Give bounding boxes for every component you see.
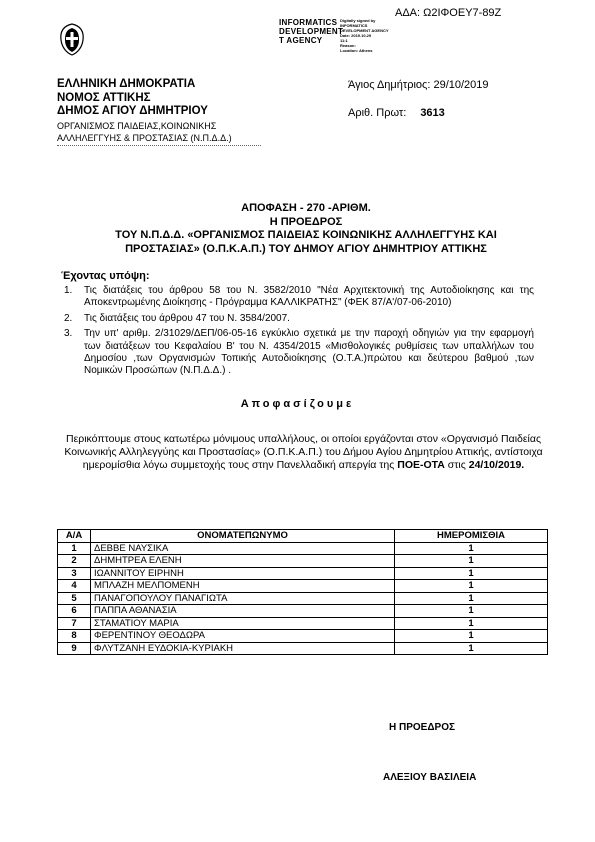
column-header-aa: Α/Α [58,530,91,543]
employees-table [57,529,548,655]
table-row: 5 ΠΑΝΑΓΟΠΟΥΛΟΥ ΠΑΝΑΓΙΩΤΑ 1 [58,592,548,605]
decision-title: ΑΠΟΦΑΣΗ - 270 -ΑΡΙΘΜ. Η ΠΡΟΕΔΡΟΣ ΤΟΥ Ν.Π.Δ.Δ. «ΟΡΓΑΝΙΣΜΟΣ ΠΑΙΔΕΙΑΣ ΚΟΙΝΩΝΙΚΗΣ ΑΛΛΗΛΕΓΓΥΗΣ ΚΑΙ ΠΡΟΣΤΑΣΙΑΣ» (Ο.Π.Κ.Α.Π.) ΤΟΥ ΔΗΜΟΥ ΑΓΙΟΥ ΔΗΜΗΤΡΙΟΥ ΑΤΤΙΚΗΣ [115,202,497,255]
table-header-row [58,530,548,543]
protocol-number: Αριθ. Πρωτ: 3613 [348,107,445,119]
table-row: 4 ΜΠΛΑΖΗ ΜΕΛΠΟΜΕΝΗ 1 [58,580,548,593]
header-divider [57,145,261,146]
greek-emblem-icon [57,22,87,56]
document-date: Άγιος Δημήτριος: 29/10/2019 [348,79,489,91]
column-header-wages: ΗΜΕΡΟΜΙΣΘΙΑ [395,530,548,543]
header-authority: ΕΛΛΗΝΙΚΗ ΔΗΜΟΚΡΑΤΙΑ ΝΟΜΟΣ ΑΤΤΙΚΗΣ ΔΗΜΟΣ ΑΓΙΟΥ ΔΗΜΗΤΡΙΟΥ [57,78,208,117]
list-item: 2. Τις διατάξεις του άρθρου 47 του Ν. 3584/2007. [64,312,290,324]
table-row: 1 ΔΕΒΒΕ ΝΑΥΣΙΚΑ 1 [58,542,548,555]
signature-role: Η ΠΡΟΕΔΡΟΣ [389,722,455,733]
list-item: 3. Την υπ' αριθμ. 2/31029/ΔΕΠ/06-05-16 εγκύκλιο σχετικά με την παροχή οδηγιών για την εφαρμογή των διατάξεων του Κεφαλαίου Β' του Ν. 4354/2015 «Μισθολογικές ρυθμίσεις των υπαλλήλων του Δημοσίου ,των Οργανισμών Τοπικής Αυτοδιοίκησης (Ο.Τ.Α.)πρώτου και δεύτερου βαθμού ,των Νομικών Προσώπων (Ν.Π.Δ.Δ.) . [64,328,534,377]
agency-label: INFORMATICS DEVELOPMENT T AGENCY [279,18,344,45]
table-row: 8 ΦΕΡΕΝΤΙΝΟΥ ΘΕΟΔΩΡΑ 1 [58,630,548,643]
digital-signature-info: Digitally signed by INFORMATICS DEVELOPMENT AGENCY Date: 2019.10.29 11:1 Reason: Location: Athens [340,18,389,53]
table-row: 9 ΦΛΥΤΖΑΝΗ ΕΥΔΟΚΙΑ-ΚΥΡΙΑΚΗ 1 [58,642,548,655]
considerations-list [64,285,534,381]
considerations-heading: Έχοντας υπόψη: [61,270,150,282]
header-organization: ΟΡΓΑΝΙΣΜΟΣ ΠΑΙΔΕΙΑΣ,ΚΟΙΝΩΝΙΚΗΣ ΑΛΛΗΛΕΓΓΥΗΣ & ΠΡΟΣΤΑΣΙΑΣ (Ν.Π.Δ.Δ.) [57,121,232,143]
ada-code: ΑΔΑ: Ω2ΙΦΟΕΥ7-89Ζ [395,7,502,19]
decision-paragraph: Περικόπτουμε στους κατωτέρω μόνιμους υπαλλήλους, οι οποίοι εργάζονται στον «Οργανισμό Παιδείας Κοινωνικής Αλληλεγγύης και Προστασίας» (Ο.Π.Κ.Α.Π.) του Δήμου Αγίου Δημητρίου Αττικής, αντίστοιχα ημερομίσθια λόγω συμμετοχής τους στην Πανελλαδική απεργία της ΠΟΕ-ΟΤΑ στις 24/10/2019. [64,433,543,471]
table-row: 6 ΠΑΠΠΑ ΑΘΑΝΑΣΙΑ 1 [58,605,548,618]
table-row: 3 ΙΩΑΝΝΙΤΟΥ ΕΙΡΗΝΗ 1 [58,567,548,580]
decision-heading: Αποφασίζουμε [240,398,355,410]
column-header-name: ΟΝΟΜΑΤΕΠΩΝΥΜΟ [91,530,395,543]
signature-name: ΑΛΕΞΙΟΥ ΒΑΣΙΛΕΙΑ [383,772,477,783]
list-item: 1. Τις διατάξεις του άρθρου 58 του Ν. 3582/2010 "Νέα Αρχιτεκτονική της Αυτοδιοίκησης και της Αποκεντρωμένης Διοίκησης - Πρόγραμμα ΚΑΛΛΙΚΡΑΤΗΣ" (ΦΕΚ 87/Α'/07-06-2010) [64,285,534,309]
table-row: 7 ΣΤΑΜΑΤΙΟΥ ΜΑΡΙΑ 1 [58,617,548,630]
table-row: 2 ΔΗΜΗΤΡΕΑ ΕΛΕΝΗ 1 [58,555,548,568]
